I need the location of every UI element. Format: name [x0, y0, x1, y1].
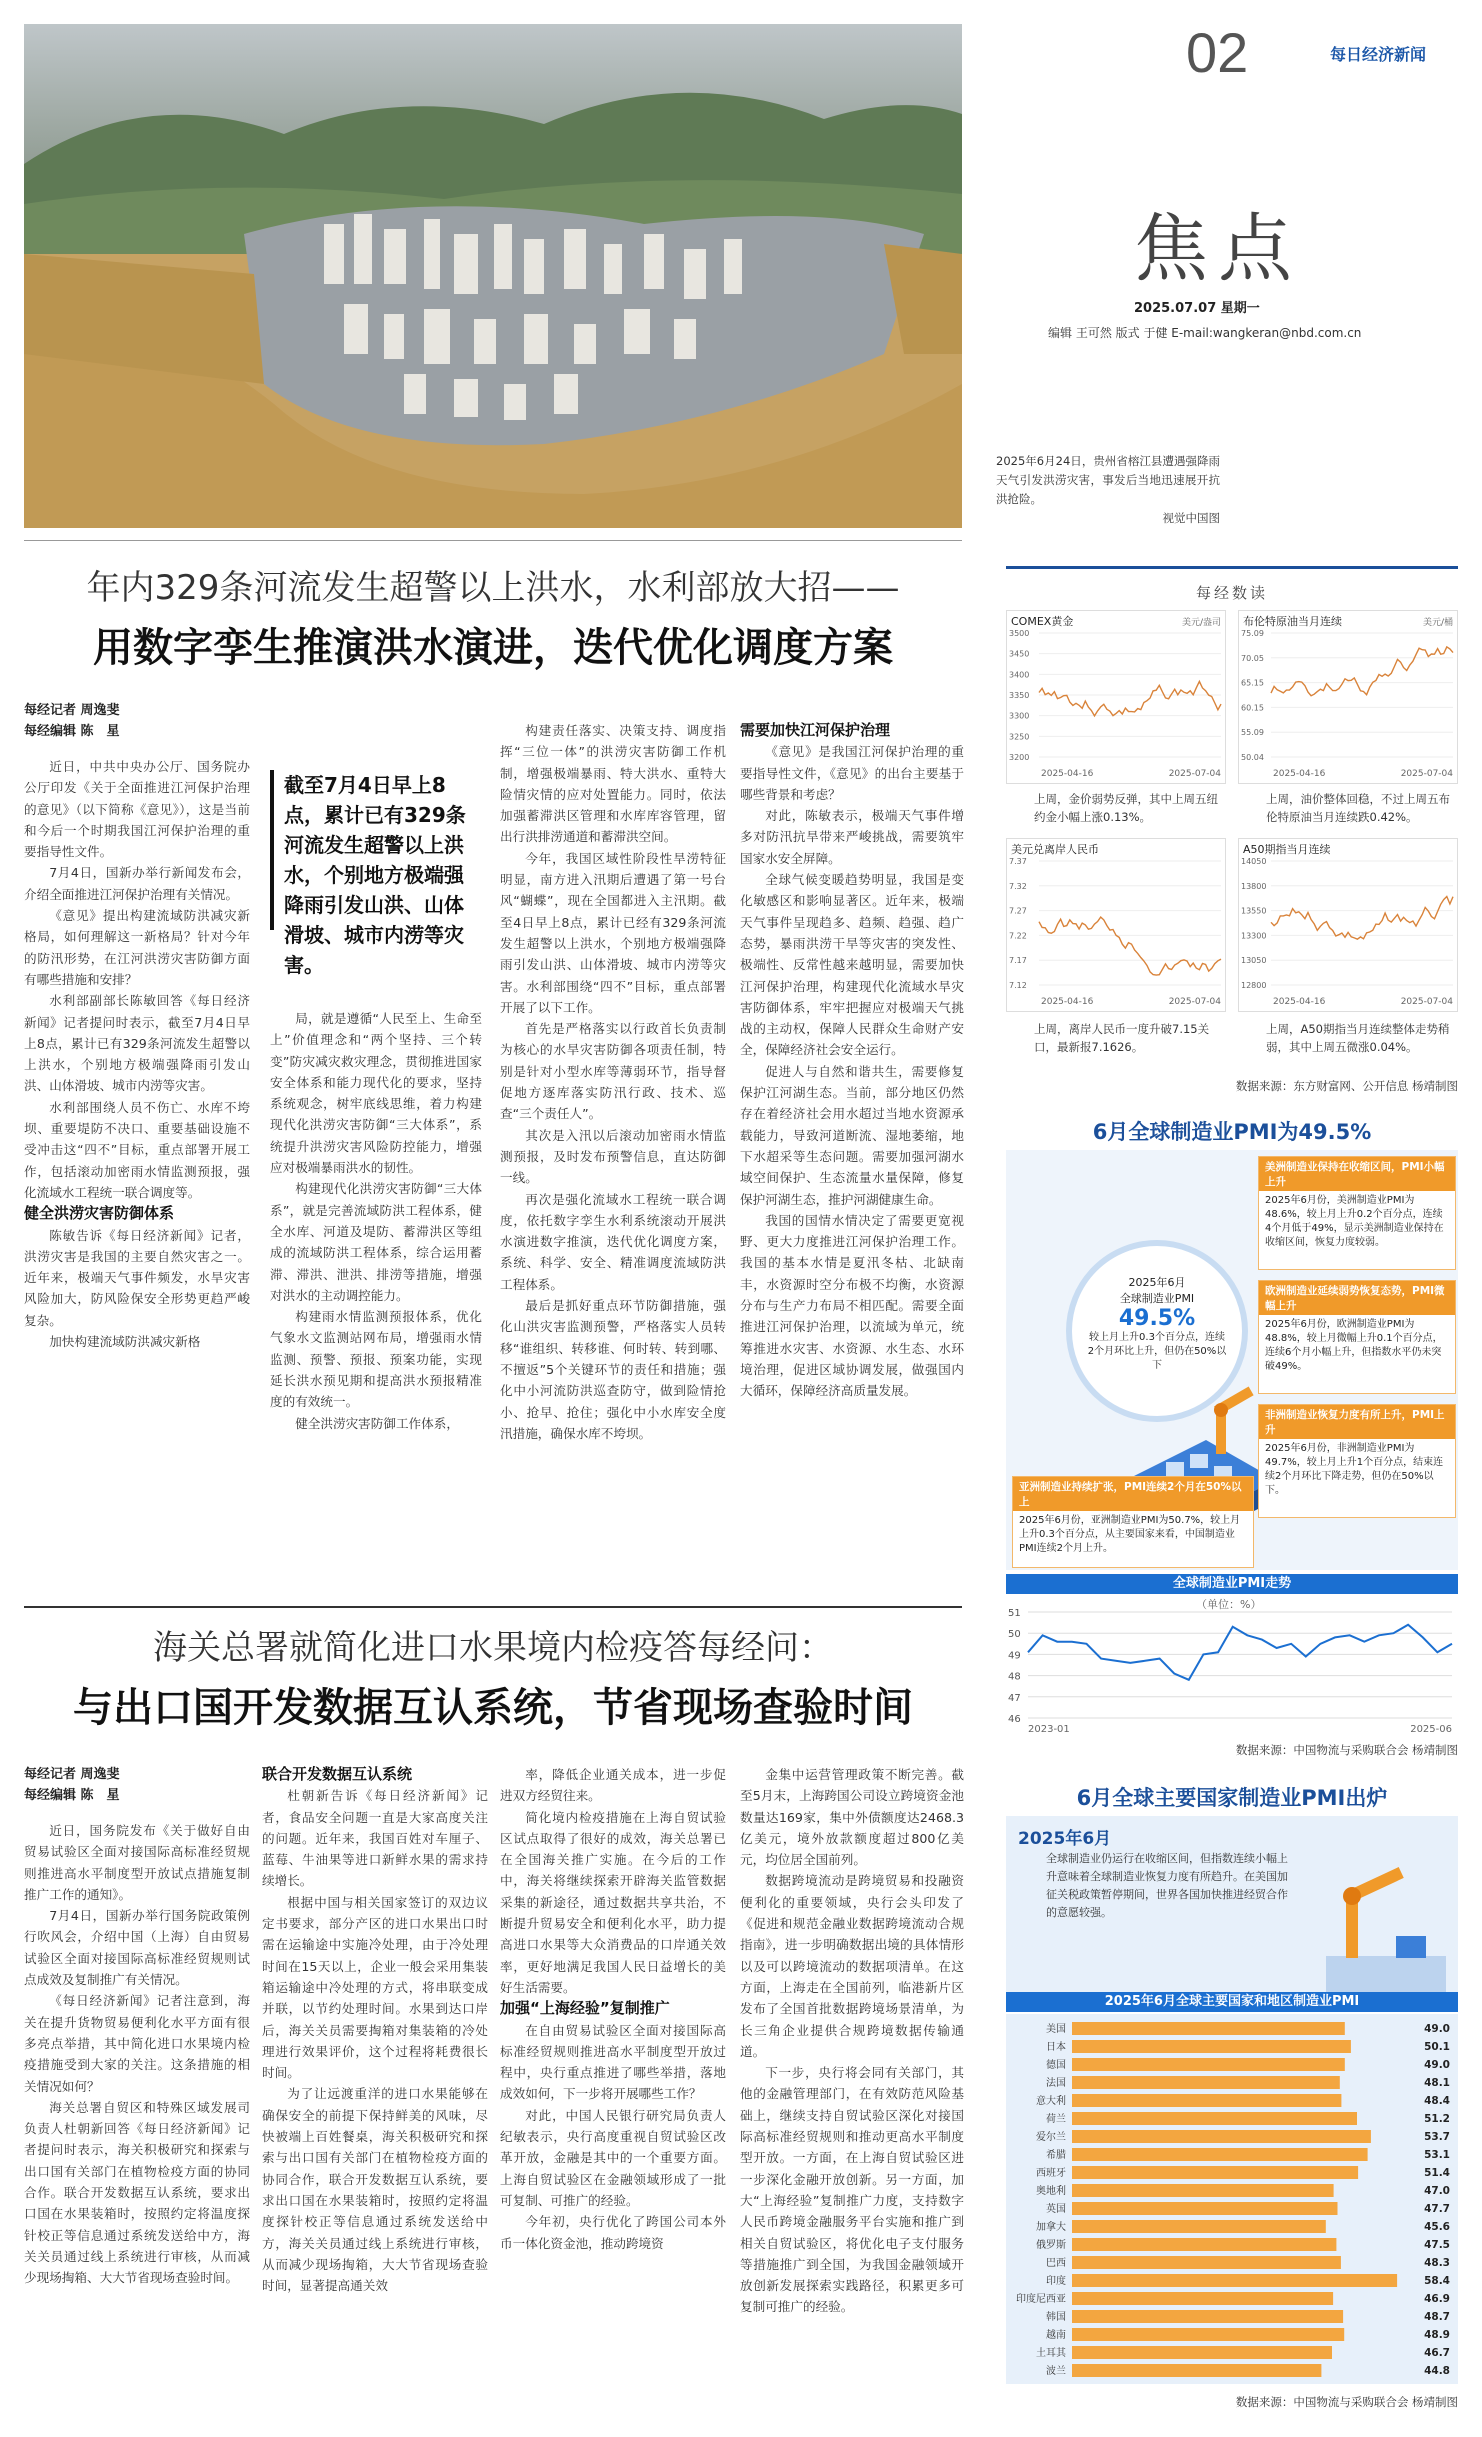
bar-banner-wrap — [1006, 1992, 1458, 2012]
paragraph: 最后是抓好重点环节防御措施，强化山洪灾害监测预警，严格落实人员转移“谁组织、转移谁、何时转、转到哪、不擅返”5个关键环节的责任和措施；强化中小河流防洪巡查防守，做到险情抢小、抢早、抢住；强化中小水库安全度汛措施，确保水库不垮坝。 — [500, 1298, 726, 1441]
paragraph: 简化境内检疫措施在上海自贸试验区试点取得了很好的成效，海关总署已在全国海关推广实施。在今后的工作中，海关将继续探索开辟海关监管数据采集的新途径，通过数据共享共治，不断提升贸易安全和便利化水平，助力提高进口水果等大众消费品的口岸通关效率，更好地满足我国人民日益增长的美好生活需要。 — [500, 1809, 726, 1995]
article1-headline: 用数字孪生推演洪水演进，迭代优化调度方案 — [93, 625, 893, 671]
x-start-label: 2025-04-16 — [1041, 997, 1094, 1007]
trend-x-end: 2025-06 — [1410, 1724, 1452, 1735]
y-tick-label: 55.09 — [1241, 728, 1264, 738]
flood-photo — [24, 24, 962, 528]
mini-chart-title: 布伦特原油当月连续 — [1243, 615, 1342, 628]
bar-category-label: 德国 — [1046, 2060, 1066, 2071]
y-tick-label: 47 — [1008, 1692, 1021, 1704]
x-start-label: 2025-04-16 — [1273, 997, 1326, 1007]
gold-caption: 上周，金价弱势反弹，其中上周五纽约金小幅上涨0.13%。 — [1034, 792, 1218, 824]
econ-charts — [1006, 610, 1458, 1080]
y-tick-label: 13300 — [1241, 931, 1267, 941]
article2-col2 — [262, 1764, 488, 2296]
y-tick-label: 3200 — [1009, 753, 1030, 762]
paragraph: 再次是强化流域水工程统一联合调度，依托数字孪生水利系统滚动开展洪水演进数字推演，迭代优化调度方案，系统、科学、安全、精准调度流域防洪工程体系。 — [500, 1191, 726, 1292]
pmi-box-text: 2025年6月份，美洲制造业PMI为48.6%，较上月上升0.2个百分点，连续4个月低于49%，显示美洲制造业保持在收缩区间，恢复力度较弱。 — [1265, 1195, 1444, 1248]
y-tick-label: 3250 — [1009, 732, 1030, 742]
bar — [1072, 2274, 1397, 2287]
y-tick-label: 13550 — [1241, 906, 1267, 916]
pmi-infographic — [1006, 1150, 1458, 1570]
y-tick-label: 70.05 — [1241, 653, 1264, 663]
bar-category-label: 荷兰 — [1046, 2114, 1066, 2125]
editors-line: 编辑 王可然 版式 于健 E-mail:wangkeran@nbd.com.cn — [1048, 326, 1362, 340]
paragraph: 构建现代化洪涝灾害防御“三大体系”，就是完善流域防洪工程体系，健全水库、河道及堤防、蓄滞洪区等组成的流域防洪工程体系，综合运用蓄滞、滞洪、泄洪、排涝等措施，增强对洪水的主动调控能力。 — [270, 1181, 482, 1303]
byline-editor: 每经编辑 陈 星 — [24, 1788, 120, 1803]
pmi-trend-plot — [1006, 1608, 1458, 1724]
bar-value-label: 49.0 — [1424, 2023, 1450, 2035]
bar-value-label: 48.3 — [1424, 2257, 1450, 2269]
pmi-box-africa — [1258, 1404, 1456, 1518]
pmi-box-americas — [1258, 1156, 1456, 1270]
paragraph: 为了让远渡重洋的进口水果能够在确保安全的前提下保持鲜美的风味，尽快被端上百姓餐桌，海关积极研究和探索与出口国有关部门在植物检疫方面的协同合作，联合开发数据互认系统，要求出口国在水果装箱时，按照约定将温度探针校正等信息通过系统发送给中方，海关关员通过线上系统进行审核，从而减少现场掏箱，大大节省现场查验时间，显著提高通关效 — [262, 2086, 488, 2294]
pmi-title: 6月全球制造业PMI为49.5% — [1092, 1120, 1372, 1144]
subheading: 加强“上海经验”复制推广 — [500, 1999, 670, 2018]
paragraph: 根据中国与相关国家签订的双边议定书要求，部分产区的进口水果出口时需在运输途中实施冷处理，由于冷处理时间在15天以上，企业一般会采用集装箱运输途中冷处理的方式，将串联变成并联，以节约处理时间。水果到达口岸后，海关关员需要掏箱对集装箱的冷处理进行效果评价，这个过程将耗费很长时间。 — [262, 1894, 488, 2081]
bar — [1072, 2148, 1368, 2161]
y-tick-label: 51 — [1008, 1608, 1021, 1619]
bar-category-label: 巴西 — [1046, 2258, 1066, 2269]
issue-date: 2025.07.07 星期一 — [1134, 301, 1260, 316]
y-tick-label: 50.04 — [1241, 753, 1264, 762]
mini-chart-title: 美元兑离岸人民币 — [1011, 843, 1099, 856]
article2-headline: 与出口国开发数据互认系统，节省现场查验时间 — [73, 1685, 913, 1731]
paragraph: 我国的国情水情决定了需要更宽视野、更大力度推进江河保护治理工作。我国的基本水情是夏汛冬枯、北缺南丰，水资源时空分布极不均衡，水资源分布与生产力布局不相匹配。需要全面推进江河保护治理，以流域为单元，统筹推进水灾害、水资源、水生态、水环境治理，促进区域协调发展，做强国内大循环，保障经济高质量发展。 — [740, 1212, 964, 1399]
article1-col2 — [270, 770, 482, 1434]
paragraph: 健全洪涝灾害防御工作体系， — [295, 1415, 459, 1431]
paragraph: 促进人与自然和谐共生，需要修复保护江河湖生态。当前，部分地区仍然存在着经济社会用水超过当地水资源承载能力，导致河道断流、湿地萎缩，地下水超采等生态问题。需要加强河湖水域空间保护、生态流量水量保障，修复保护河湖生态，推护河湖健康生命。 — [740, 1063, 964, 1207]
paragraph: 构建责任落实、决策支持、调度指挥“三位一体”的洪涝灾害防御工作机制，增强极端暴雨、特大洪水、重特大险情灾情的应对处置能力。同时，依法加强蓄滞洪区管理和水库库容管理，留出行洪排涝通道和蓄滞洪空间。 — [500, 723, 726, 845]
pmi-intro-box — [1006, 1816, 1458, 2012]
paragraph: 近日，国务院发布《关于做好自由贸易试验区全面对接国际高标准经贸规则推进高水平制度型开放试点措施复制推广工作的通知》。 — [24, 1823, 250, 1902]
y-tick-label: 65.15 — [1241, 678, 1264, 688]
y-tick-label: 7.12 — [1009, 981, 1027, 990]
x-end-label: 2025-07-04 — [1168, 997, 1221, 1007]
paragraph: 构建雨水情监测预报体系，优化气象水文监测站网布局，增强雨水情监测、预警、预报、预案功能，实现延长洪水预见期和提高洪水预报精准度的有效统一。 — [270, 1309, 482, 1410]
y-tick-label: 13050 — [1241, 956, 1267, 966]
bar-category-label: 法国 — [1046, 2078, 1066, 2089]
paragraph: 《意见》提出构建流域防洪减灾新格局，如何理解这一新格局？针对今年的防汛形势，在江河洪涝灾害防御方面有哪些措施和安排？ — [24, 908, 250, 987]
bar-category-label: 越南 — [1046, 2330, 1066, 2341]
paragraph: 首先是严格落实以行政首长负责制为核心的水旱灾害防御各项责任制，特别是针对小型水库等薄弱环节，指导督促地方逐库落实防汛行政、技术、巡查“三个责任人”。 — [500, 1021, 726, 1122]
x-start-label: 2025-04-16 — [1273, 769, 1326, 779]
bar-category-label: 希腊 — [1046, 2150, 1066, 2161]
econ-panel-title: 每经数读 — [1195, 584, 1268, 602]
bar — [1072, 2292, 1333, 2305]
paragraph: 金集中运营管理政策不断完善。截至5月末，上海跨国公司设立跨境资金池数量达169家，集中外债额度达2468.3亿美元，境外放款额度超过800亿美元，均位居全国前列。 — [740, 1767, 964, 1868]
article1-kicker: 年内329条河流发生超警以上洪水，水利部放大招—— — [86, 568, 900, 608]
y-tick-label: 46 — [1008, 1714, 1021, 1724]
pmi-bar-plot — [1006, 2014, 1458, 2384]
paragraph: 海关总署自贸区和特殊区域发展司负责人杜朝新回答《每日经济新闻》记者提问时表示，海关积极研究和探索与出口国有关部门在植物检疫方面的协同合作。联合开发数据互认系统，要求出口国在水果装箱时，按照约定将温度探针校正等信息通过系统发送给中方，海关关员通过线上系统进行审核，从而减少现场掏箱、大大节省现场查验时间。 — [24, 2099, 250, 2286]
bar-value-label: 48.4 — [1424, 2095, 1450, 2107]
bar — [1072, 2220, 1326, 2233]
price-line — [1039, 917, 1221, 975]
subheading: 需要加快江河保护治理 — [740, 721, 891, 739]
paragraph: 下一步，央行将会同有关部门，其他的金融管理部门，在有效防范风险基础上，继续支持自贸试验区深化对接国际高标准经贸规则和推动更高水平制度型开放。一方面，在上海自贸试验区进一步深化金融开放创新。另一方面，加大“上海经验”复制推广力度，支持数字人民币跨境金融服务平台实施和推广到相关自贸试验区，将优化电子支付服务等措施推广到全国，为我国金融领域开放创新发展探索实践路径，积累更多可复制可推广的经验。 — [740, 2065, 964, 2315]
panel-rule — [1006, 566, 1458, 569]
x-start-label: 2025-04-16 — [1041, 769, 1094, 779]
mini-chart-a50-plot — [1239, 855, 1457, 995]
subheading: 联合开发数据互认系统 — [262, 1765, 413, 1783]
a50-caption: 上周，A50期指当月连续整体走势稍弱，其中上周五微涨0.04%。 — [1266, 1022, 1450, 1054]
pmi-trend-banner: 全球制造业PMI走势 — [1006, 1574, 1458, 1594]
mini-chart-cnh-plot — [1007, 855, 1225, 995]
bar — [1072, 2040, 1351, 2053]
bar-category-label: 俄罗斯 — [1036, 2240, 1066, 2251]
mini-chart-brent-plot — [1239, 627, 1457, 767]
mini-chart-cnh — [1006, 838, 1226, 1012]
x-end-label: 2025-07-04 — [1400, 997, 1453, 1007]
pmi-box-title: 非洲制造业恢复力度有所上升，PMI上升 — [1259, 1405, 1455, 1439]
article1-col1 — [24, 700, 250, 1352]
photo-caption — [996, 452, 1220, 528]
y-tick-label: 3350 — [1009, 691, 1030, 700]
bar-category-label: 土耳其 — [1036, 2348, 1066, 2359]
paragraph: 《每日经济新闻》记者注意到，海关在提升货物贸易便利化水平方面有很多亮点举措，其中简化进口水果境内检疫措施受到大家的关注。这条措施的相关情况如何？ — [24, 1993, 250, 2094]
paragraph: 其次是入汛以后滚动加密雨水情监测预报，及时发布预警信息，直达防御一线。 — [500, 1127, 726, 1186]
y-tick-label: 3450 — [1009, 649, 1030, 659]
bar-category-label: 加拿大 — [1036, 2222, 1066, 2233]
mini-chart-unit: 美元/盎司 — [1181, 618, 1221, 628]
article2-kicker: 海关总署就简化进口水果境内检疫答每经问： — [153, 1628, 833, 1668]
pmi-center-value: 49.5% — [1118, 1306, 1196, 1331]
mini-chart-title: COMEX黄金 — [1011, 615, 1074, 628]
bar-category-label: 日本 — [1046, 2042, 1066, 2053]
bar-value-label: 46.9 — [1424, 2293, 1450, 2305]
photo-credit: 视觉中国图 — [1162, 511, 1220, 525]
y-tick-label: 7.37 — [1009, 857, 1027, 866]
trend-source: 数据来源：中国物流与采购联合会 杨靖制图 — [1235, 1743, 1458, 1757]
mini-chart-brent — [1238, 610, 1458, 784]
pmi-box-title: 亚洲制造业持续扩张，PMI连续2个月在50%以上 — [1013, 1477, 1253, 1511]
y-tick-label: 49 — [1008, 1650, 1021, 1662]
mini-chart-a50 — [1238, 838, 1458, 1012]
x-end-label: 2025-07-04 — [1168, 769, 1221, 779]
bar-category-label: 美国 — [1046, 2024, 1066, 2035]
paragraph: 近日，中共中央办公厅、国务院办公厅印发《关于全面推进江河保护治理的意见》（以下简称《意见》），这是当前和今后一个时期我国江河保护治理的重要指导性文件。 — [24, 759, 250, 860]
pmi-box-text: 2025年6月份，亚洲制造业PMI为50.7%，较上月上升0.3个百分点，从主要国家来看，中国制造业PMI连续2个月上升。 — [1019, 1515, 1241, 1554]
mini-chart-gold — [1006, 610, 1226, 784]
paragraph: 率，降低企业通关成本，进一步促进双方经贸往来。 — [500, 1767, 726, 1804]
paragraph: 陈敏告诉《每日经济新闻》记者，洪涝灾害是我国的主要自然灾害之一。近年来，极端天气事件频发，水旱灾害风险加大，防风险保安全形势更趋严峻复杂。 — [24, 1227, 250, 1328]
section-title: 焦点 — [1134, 206, 1302, 292]
price-line — [1271, 897, 1453, 940]
paper-name: 每日经济新闻 — [1330, 45, 1427, 64]
bar — [1072, 2076, 1340, 2089]
divider — [24, 540, 962, 541]
paragraph: 今年，我国区域性阶段性旱涝特征明显，南方进入汛期后遭遇了第一号台风“蝴蝶”，现在全国都进入主汛期。截至4日早上8点，累计已经有329条河流发生超警以上洪水，个别地方极端强降雨引发山洪、山体滑坡、城市内涝等灾害。水利部围绕“四不”目标，重点部署开展了以下工作。 — [500, 850, 726, 1015]
bar-value-label: 51.4 — [1424, 2167, 1450, 2179]
pullquote-bar — [270, 770, 274, 930]
bar-value-label: 48.9 — [1424, 2329, 1450, 2341]
article1-col4 — [740, 720, 964, 1402]
paragraph: 今年初，央行优化了跨国公司本外币一体化资金池，推动跨境资 — [500, 2214, 726, 2251]
mini-chart-title: A50期指当月连续 — [1243, 843, 1331, 856]
pmi-bar-chart — [1006, 2014, 1458, 2384]
pullquote: 截至7月4日早上8点，累计已有329条河流发生超警以上洪水，个别地方极端强降雨引发山洪、山体滑坡、城市内涝等灾害。 — [284, 773, 466, 977]
article1-col3 — [500, 720, 726, 1444]
paragraph: 水利部围绕人员不伤亡、水库不垮坝、重要堤防不决口、重要基础设施不受冲击这“四不”目标，重点部署开展工作，包括滚动加密雨水情监测预报，强化流域水工程统一联合调度等。 — [24, 1099, 250, 1200]
paragraph: 加快构建流域防洪减灾新格 — [49, 1334, 201, 1350]
paragraph: 对此，陈敏表示，极端天气事件增多对防汛抗旱带来严峻挑战，需要筑牢国家水安全屏障。 — [740, 808, 964, 866]
pmi-box-title: 美洲制造业保持在收缩区间，PMI小幅上升 — [1259, 1157, 1455, 1191]
bar-category-label: 韩国 — [1046, 2312, 1066, 2323]
robot-arm-illustration-2 — [1306, 1836, 1456, 2006]
paragraph: 对此，中国人民银行研究局负责人纪敏表示，央行高度重视自贸试验区改革开放，金融是其中的一个重要方面。上海自贸试验区在金融领域形成了一批可复制、可推广的经验。 — [500, 2107, 726, 2208]
bar-category-label: 意大利 — [1036, 2096, 1066, 2107]
bar-category-label: 英国 — [1046, 2204, 1066, 2215]
bar — [1072, 2256, 1341, 2269]
bar-value-label: 48.7 — [1424, 2311, 1450, 2323]
y-tick-label: 7.27 — [1009, 906, 1027, 916]
bar — [1072, 2094, 1341, 2107]
bar-category-label: 印度尼西亚 — [1016, 2294, 1066, 2305]
y-tick-label: 3400 — [1009, 670, 1030, 680]
trend-unit: （单位：%） — [1196, 1598, 1262, 1611]
y-tick-label: 13800 — [1241, 881, 1267, 891]
cnh-caption: 上周，离岸人民币一度升破7.15关口，最新报7.1626。 — [1034, 1022, 1210, 1054]
bar-value-label: 47.7 — [1424, 2203, 1450, 2215]
paragraph: 7月4日，国新办举行国务院政策例行吹风会，介绍中国（上海）自由贸易试验区全面对接国际高标准经贸规则试点成效及复制推广有关情况。 — [24, 1908, 250, 1988]
paragraph: 水利部副部长陈敏回答《每日经济新闻》记者提问时表示，截至7月4日早上8点，累计已有329条河流发生超警以上洪水，个别地方极端强降雨引发山洪、山体滑坡、城市内涝等灾害。 — [24, 993, 250, 1094]
bar — [1072, 2022, 1345, 2035]
page-number: 02 — [1186, 21, 1249, 84]
flood-town-image — [24, 24, 962, 528]
pmi-trend-chart — [1006, 1596, 1458, 1736]
x-end-label: 2025-07-04 — [1400, 769, 1453, 779]
bar-banner: 2025年6月全球主要国家和地区制造业PMI — [1006, 1992, 1458, 2012]
pmi-intro-text: 全球制造业仍运行在收缩区间，但指数连续小幅上升意味着全球制造业恢复力度有所趋升。在美国加征关税政策暂停期间，世界各国加快推进经贸合作的意愿较强。 — [1046, 1852, 1288, 1919]
pmi-center-label: 2025年6月 全球制造业PMI — [1119, 1276, 1195, 1305]
byline-reporter: 每经记者 周逸斐 — [24, 1767, 120, 1782]
bar-category-label: 爱尔兰 — [1036, 2132, 1066, 2143]
pmi-title-2: 6月全球主要国家制造业PMI出炉 — [1076, 1786, 1388, 1810]
bar-source: 数据来源：中国物流与采购联合会 杨靖制图 — [1235, 2395, 1458, 2409]
byline-reporter: 每经记者 周逸斐 — [24, 703, 120, 718]
article2-col3 — [500, 1764, 726, 2254]
bar-value-label: 58.4 — [1424, 2275, 1450, 2287]
caption-text: 2025年6月24日，贵州省榕江县遭遇强降雨天气引发洪涝灾害，事发后当地迅速展开抗洪抢险。 — [996, 454, 1220, 506]
mini-chart-gold-plot — [1007, 627, 1225, 767]
bar-value-label: 49.0 — [1424, 2059, 1450, 2071]
bar-value-label: 51.2 — [1424, 2113, 1450, 2125]
bar — [1072, 2328, 1344, 2341]
divider — [24, 1606, 962, 1608]
pmi-box-asia — [1012, 1476, 1254, 1568]
bar — [1072, 2166, 1358, 2179]
bar — [1072, 2310, 1343, 2323]
price-line — [1039, 681, 1221, 716]
y-tick-label: 7.22 — [1009, 931, 1027, 941]
pmi-intro-title: 2025年6月 — [1018, 1829, 1112, 1849]
bar-value-label: 47.5 — [1424, 2239, 1450, 2251]
bar — [1072, 2238, 1336, 2251]
paragraph: 局，就是遵循“人民至上、生命至上”价值理念和“两个坚持、三个转变”防灾减灾救灾理念，贯彻推进国家安全体系和能力现代化的要求，坚持系统观念，树牢底线思维，着力构建现代化洪涝灾害防御“三大体系”，系统提升洪涝灾害风险防控能力，增强应对极端暴雨洪水的韧性。 — [270, 1011, 482, 1176]
paragraph: 《意见》是我国江河保护治理的重要指导性文件，《意见》的出台主要基于哪些背景和考虑？ — [740, 744, 964, 802]
y-tick-label: 7.32 — [1009, 881, 1027, 891]
y-tick-label: 12800 — [1241, 981, 1267, 990]
y-tick-label: 3500 — [1009, 629, 1030, 638]
bar-category-label: 奥地利 — [1036, 2186, 1066, 2197]
bar-value-label: 50.1 — [1424, 2041, 1450, 2053]
bar-category-label: 印度 — [1046, 2276, 1066, 2287]
bar-value-label: 48.1 — [1424, 2077, 1450, 2089]
mini-chart-unit: 美元/桶 — [1422, 618, 1453, 628]
bar — [1072, 2130, 1371, 2143]
brent-caption: 上周，油价整体回稳，不过上周五布伦特原油当月连续跌0.42%。 — [1266, 792, 1450, 824]
paragraph: 数据跨境流动是跨境贸易和投融资便利化的重要领域，央行会头印发了《促进和规范金融业数据跨境流动合规指南》，进一步明确数据出境的具体情形以及可以跨境流动的数据项清单。在这方面，上海走在全国前列，临港新片区发布了全国首批数据跨境场景清单，为长三角企业提供合规跨境数据传输通道。 — [740, 1873, 964, 2059]
bar-value-label: 44.8 — [1424, 2365, 1450, 2377]
bar-value-label: 47.0 — [1424, 2185, 1450, 2197]
price-line — [1271, 647, 1453, 696]
paragraph: 全球气候变暖趋势明显，我国是变化敏感区和影响显著区。近年来，极端天气事件呈现趋多、趋频、趋强、趋广态势，暴雨洪涝干旱等灾害的突发性、极端性、反常性越来越明显，需要加快江河保护治理，构建现代化流域水旱灾害防御体系，牢牢把握应对极端天气挑战的主动权，保障人民群众生命财产安全，保障经济社会安全运行。 — [740, 872, 964, 1058]
bar — [1072, 2346, 1332, 2359]
bar-category-label: 波兰 — [1046, 2366, 1066, 2377]
bar-value-label: 53.7 — [1424, 2131, 1450, 2143]
bar — [1072, 2364, 1321, 2377]
paragraph: 在自由贸易试验区全面对接国际高标准经贸规则推进高水平制度型开放过程中，央行重点推进了哪些举措，落地成效如何，下一步将开展哪些工作？ — [500, 2022, 726, 2102]
pmi-box-text: 2025年6月份，欧洲制造业PMI为48.8%，较上月微幅上升0.1个百分点，连续6个月小幅上升，但指数水平仍未突破49%。 — [1265, 1319, 1443, 1372]
pmi-box-title: 欧洲制造业延续弱势恢复态势，PMI微幅上升 — [1259, 1281, 1455, 1315]
y-tick-label: 3300 — [1009, 711, 1030, 721]
bar-value-label: 53.1 — [1424, 2149, 1450, 2161]
bar — [1072, 2202, 1338, 2215]
bar-category-label: 西班牙 — [1036, 2168, 1066, 2179]
paragraph: 杜朝新告诉《每日经济新闻》记者，食品安全问题一直是大家高度关注的问题。近年来，我国百姓对车厘子、蓝莓、牛油果等进口新鲜水果的需求持续增长。 — [262, 1788, 488, 1889]
bar — [1072, 2184, 1334, 2197]
econ-source: 数据来源：东方财富网、公开信息 杨靖制图 — [1235, 1079, 1458, 1093]
pmi-box-europe — [1258, 1280, 1456, 1394]
bar — [1072, 2112, 1357, 2125]
y-tick-label: 7.17 — [1009, 956, 1027, 966]
bar — [1072, 2058, 1345, 2071]
subheading: 健全洪涝灾害防御体系 — [24, 1204, 175, 1223]
trend-x-start: 2023-01 — [1028, 1724, 1070, 1735]
bar-value-label: 46.7 — [1424, 2347, 1450, 2359]
y-tick-label: 48 — [1008, 1671, 1021, 1683]
y-tick-label: 75.09 — [1241, 629, 1264, 638]
pmi-box-text: 2025年6月份，非洲制造业PMI为49.7%，较上月上升1个百分点，结束连续2个月环比下降走势，但仍在50%以下。 — [1265, 1443, 1444, 1496]
article2-col4 — [740, 1764, 964, 2318]
y-tick-label: 60.15 — [1241, 703, 1264, 713]
y-tick-label: 50 — [1008, 1629, 1021, 1641]
pmi-center-text: 较上月上升0.3个百分点，连续2个月环比上升，但仍在50%以下 — [1087, 1332, 1227, 1371]
byline-editor: 每经编辑 陈 星 — [24, 724, 120, 739]
article2-col1 — [24, 1764, 250, 2289]
paragraph: 7月4日，国新办举行新闻发布会，介绍全面推进江河保护治理有关情况。 — [24, 865, 250, 902]
bar-value-label: 45.6 — [1424, 2221, 1450, 2233]
y-tick-label: 14050 — [1241, 857, 1267, 866]
